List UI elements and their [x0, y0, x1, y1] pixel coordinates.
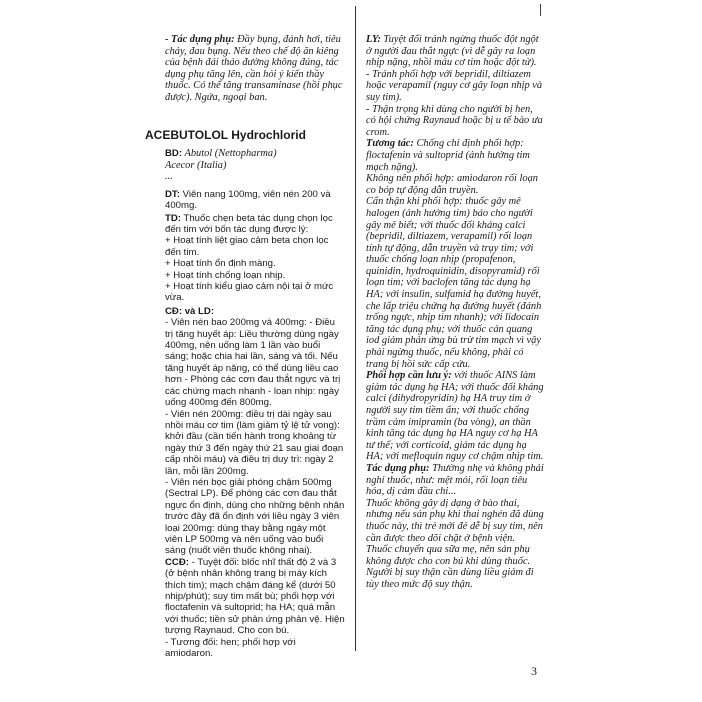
interactions-text2: Không nên phối hợp: amiodaron rối loạn co bóp tự động dẫn truyền. — [366, 173, 538, 196]
bd-label: BD: — [165, 148, 183, 159]
td-item: + Hoạt tính chống loạn nhịp. — [165, 269, 286, 281]
bd-text1: Abutol (Nettopharma) — [182, 148, 277, 159]
cd-label: CĐ: và LD: — [165, 305, 215, 317]
left-side-effects — [165, 34, 345, 104]
td-item: + Hoạt tính ổn định màng. — [165, 258, 276, 270]
interactions-text1: Chống chỉ định phối hợp: floctafenin và sultoprid (ảnh hưởng tim mạch nặng). — [366, 138, 530, 173]
right-column — [366, 34, 544, 591]
caution-text: với thuốc AINS làm giảm tác dụng hạ HA; với thuốc đối kháng calci (dihydropyridin) hạ HA truy tim ở người suy tim tiềm ẩn; với thuốc chống trầm cảm imipramin (ba vòng), an thần kinh tăng tác dụng hạ HA nguy cơ hạ HA tư thế; với corticoid, giảm tác dụng hạ HA; với mefloquin nguy cơ chậm nhịp tim. — [366, 370, 544, 463]
dt-label: DT: — [165, 188, 180, 200]
cd-item: - Viên nén bao 200mg và 400mg: - Điều trị tăng huyết áp: Liều thường dùng ngày 400mg, nên uống làm 1 lần vào buổi sáng; hoặc chia hai lần, sáng và tối. Nếu tăng huyết áp nặng, có thể dùng liều cao hơn - Phòng các cơn đau thắt ngực và trị các chứng mạch nhanh - loạn nhịp: ngày uống 400mg đến 800mg. — [165, 317, 341, 409]
drug-title: ACEBUTOLOL Hydrochlorid — [145, 128, 306, 142]
td-item: + Hoạt tính kiểu giao cảm nội tại ở mức vừa. — [165, 281, 334, 304]
ly-label: LY: — [366, 34, 381, 45]
ly-paragraph — [366, 34, 544, 69]
caution-paragraph — [366, 370, 544, 463]
right-side-effects-text1: Thường nhẹ và không phải nghỉ thuốc, như: mệt mỏi, rối loạn tiêu hóa, dị cảm đầu chi... — [366, 462, 544, 498]
left-side-effects-label: - Tác dụng phụ: — [165, 34, 235, 45]
ccd-text: - Tuyệt đối: blốc nhĩ thất độ 2 và 3 (ở bệnh nhân không trang bị máy kích thích tim); mạch chậm đáng kể (dưới 50 nhịp/phút); suy tim mất bù; phối hợp với floctafenin và sultoprid; hạ HA; quá mẫn với thuốc; tiền sử phản ứng phản vệ. Hiện tượng Raynaud. Cho con bú. — [165, 556, 345, 637]
ccd-label: CCĐ: — [165, 556, 189, 568]
ccd-paragraph — [165, 557, 345, 637]
ly-item: - Thận trọng khi dùng cho người bị hen, có hội chứng Raynaud hoặc bị u tế bào ưa crom. — [366, 103, 543, 138]
ccd-relative: - Tương đối: hen; phối hợp với amiodaron. — [165, 636, 296, 660]
ly-item: - Tránh phối hợp với bepridil, diltiazem hoặc verapamil (nguy cơ gây loạn nhịp và suy tim). — [366, 68, 543, 103]
caution-label: Phối hợp cần lưu ý: — [366, 370, 452, 382]
dt-paragraph — [165, 189, 345, 212]
td-item: + Hoạt tính liệt giao cảm beta chọn lọc đến tim. — [165, 235, 329, 258]
td-label: TD: — [165, 212, 181, 224]
bd-text3: ... — [165, 171, 173, 183]
right-side-effects-paragraph — [366, 463, 544, 498]
interactions-label: Tương tác: — [366, 138, 414, 150]
page-number: 3 — [531, 664, 537, 678]
page-corner-mark — [540, 4, 541, 16]
ly-text: Tuyệt đối tránh ngừng thuốc đột ngột ở người đau thắt ngực (vì dễ gây ra loạn nhịp nặng, nhồi máu cơ tim hoặc đột tử). — [366, 34, 539, 69]
column-divider — [355, 6, 356, 651]
right-side-effects-text2: Thuốc không gây dị dạng ở bào thai, nhưng nếu sản phụ khi thai nghén đã dùng thuốc này, thì trẻ mới đẻ dễ bị suy tim, nên cần được theo dõi chặt ở bệnh viện. — [366, 497, 544, 544]
right-side-effects-text4: Người bị suy thận cần dùng liều giảm đi tùy theo mức độ suy thận. — [366, 567, 534, 590]
left-side-effects-paragraph — [165, 34, 345, 104]
left-drug-body — [165, 148, 345, 659]
interactions-text3: Cẩn thận khi phối hợp: thuốc gây mê halogen (ảnh hưởng tim) báo cho người gây mê biết; với thuốc đối kháng calci (bepridil, diltiazem, verapamil) rối loạn tính tự động, dẫn truyền và trụy tim; với thuốc chống loạn nhịp (propafenon, quinidin, hydroquinidin, disopyramid) rối loạn tim; với baclofen tăng tác dụng hạ HA; với insulin, sulfamid hạ đường huyết, che lấp triệu chứng hạ đường huyết (đánh trống ngực, nhịp tim nhanh); với lidocain tăng tác dụng phụ; với thuốc cản quang iod giảm phản ứng bù trừ tim mạch vì vậy phải ngừng thuốc, nếu không, phải có trang bị hồi sức cấp cứu. — [366, 196, 542, 370]
right-side-effects-text3: Thuốc chuyển qua sữa mẹ, nên sản phụ không được cho con bú khi dùng thuốc. — [366, 544, 531, 567]
td-text: Thuốc chẹn beta tác dụng chọn lọc đến tim với bốn tác dụng được lý: — [165, 212, 333, 235]
interactions-paragraph — [366, 138, 544, 173]
dt-text: Viên nang 100mg, viên nén 200 và 400mg. — [165, 188, 331, 212]
td-paragraph — [165, 213, 345, 236]
cd-item: - Viên nén 200mg: điều trị dài ngày sau nhồi máu cơ tim (làm giảm tỷ lệ tử vong): khởi đầu (cần tiến hành trong khoảng từ ngày thứ 3 đến ngày thứ 21 sau giai đoạn cấp nhồi máu) và điều trị duy trì: ngày 2 lần, mỗi lần 200mg. — [165, 408, 344, 477]
bd-text2: Acecor (Italia) — [165, 159, 227, 171]
right-side-effects-label: Tác dụng phụ: — [366, 462, 430, 474]
bd-line1 — [165, 148, 345, 160]
cd-item: - Viên nén bọc giải phóng chậm 500mg (Sectral LP). Để phòng các cơn đau thắt ngực ổn định, dùng cho những bệnh nhân trước đây đã ổn định với liều ngày 3 viên loại 200mg: dùng thay bằng ngày một viên LP 500mg và nên uống vào buổi sáng (nuốt viên thuốc không nhai). — [165, 476, 345, 557]
left-side-effects-text: Đầy bụng, đánh hơi, tiêu chảy, đau bụng. Nếu theo chế độ ăn kiêng của bệnh đái tháo đường không đúng, tác dụng phụ tăng lên, cần hỏi ý kiến thầy thuốc. Có thể tăng transaminase (hồi phục được). Ngứa, ngoại ban. — [165, 34, 343, 103]
